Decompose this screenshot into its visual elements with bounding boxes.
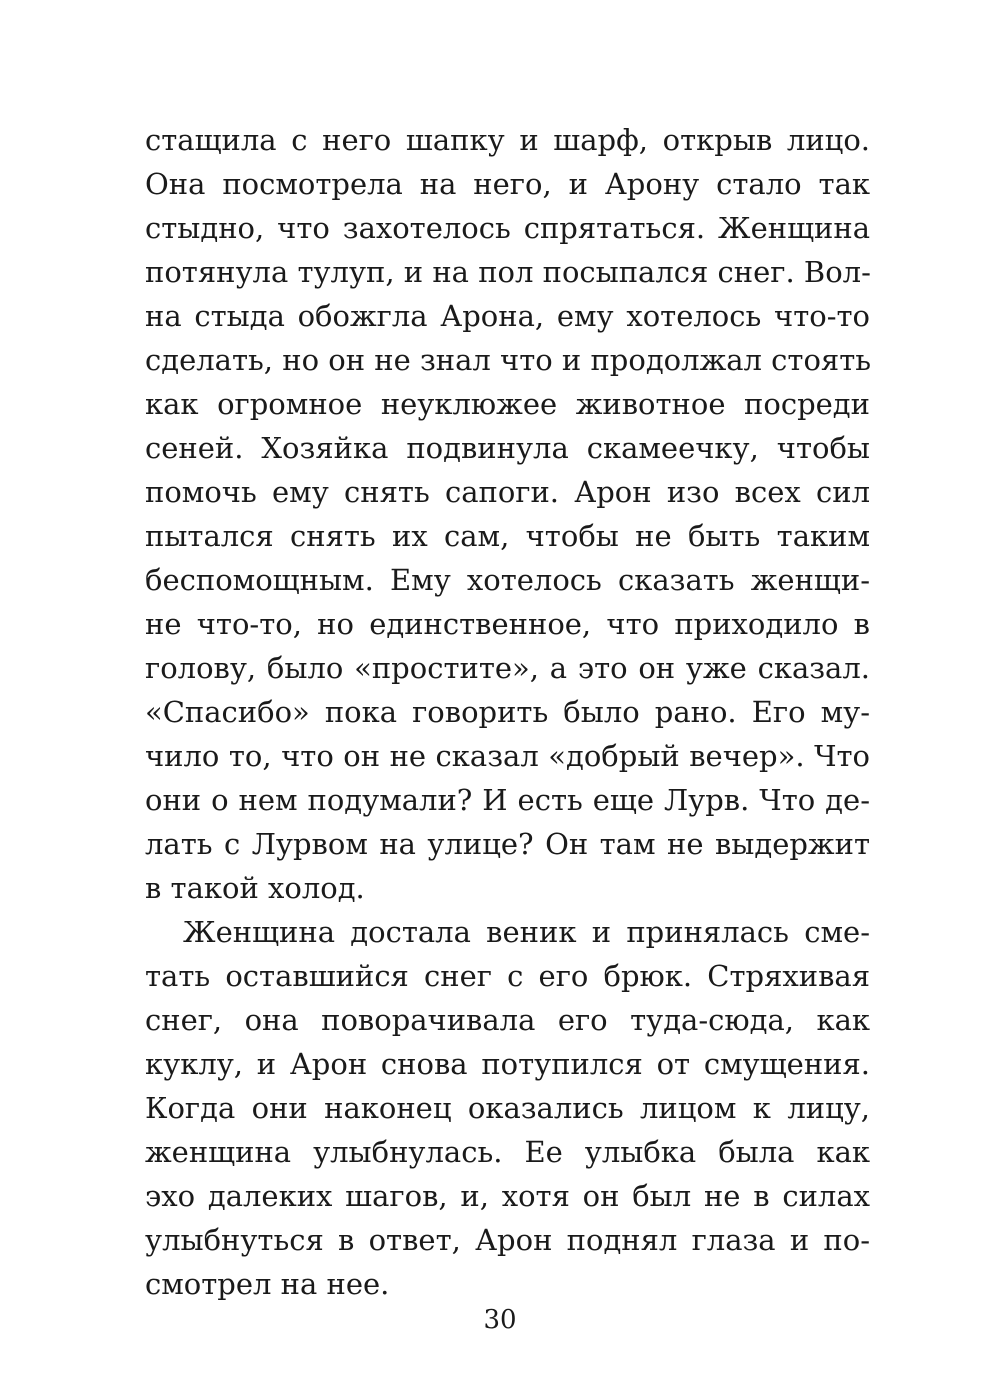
text-line: они о нем подумали? И есть еще Лурв. Что де-: [145, 783, 870, 817]
text-line: куклу, и Арон снова потупился от смущения.: [145, 1047, 870, 1081]
text-line: в такой холод.: [145, 871, 365, 905]
paragraph-2: [145, 910, 870, 1306]
text-line: Она посмотрела на него, и Арону стало так: [145, 167, 870, 201]
text-line: женщина улыбнулась. Ее улыбка была как: [145, 1135, 870, 1169]
text-line: голову, было «простите», а это он уже сказал.: [145, 651, 870, 685]
text-line: потянула тулуп, и на пол посыпался снег. Вол-: [145, 255, 871, 289]
text-line: Женщина достала веник и принялась сме-: [183, 915, 870, 949]
text-line: как огромное неуклюжее животное посреди: [145, 387, 870, 421]
text-line: чило то, что он не сказал «добрый вечер». Что: [145, 739, 870, 773]
text-line: эхо далеких шагов, и, хотя он был не в силах: [145, 1179, 870, 1213]
text-line: стыдно, что захотелось спрятаться. Женщина: [145, 211, 870, 245]
text-line: смотрел на нее.: [145, 1267, 390, 1301]
text-line: тать оставшийся снег с его брюк. Стряхивая: [145, 959, 870, 993]
text-line: не что-то, но единственное, что приходило в: [145, 607, 870, 641]
text-line: помочь ему снять сапоги. Арон изо всех сил: [145, 475, 870, 509]
text-line: сеней. Хозяйка подвинула скамеечку, чтобы: [145, 431, 870, 465]
text-line: снег, она поворачивала его туда-сюда, как: [145, 1003, 870, 1037]
text-line: Когда они наконец оказались лицом к лицу,: [145, 1091, 870, 1125]
text-line: на стыда обожгла Арона, ему хотелось что-то: [145, 299, 870, 333]
page-number: 30: [483, 1305, 517, 1335]
text-line: беспомощным. Ему хотелось сказать женщи-: [145, 563, 870, 597]
body-text: [145, 118, 870, 1306]
text-line: лать с Лурвом на улице? Он там не выдержит: [145, 827, 870, 861]
text-line: сделать, но он не знал что и продолжал стоять: [145, 343, 872, 377]
text-line: улыбнуться в ответ, Арон поднял глаза и по-: [145, 1223, 870, 1257]
paragraph-1: [145, 118, 870, 910]
text-line: пытался снять их сам, чтобы не быть таким: [145, 519, 870, 553]
text-line: стащила с него шапку и шарф, открыв лицо.: [145, 123, 870, 157]
text-line: «Спасибо» пока говорить было рано. Его му-: [145, 695, 870, 729]
